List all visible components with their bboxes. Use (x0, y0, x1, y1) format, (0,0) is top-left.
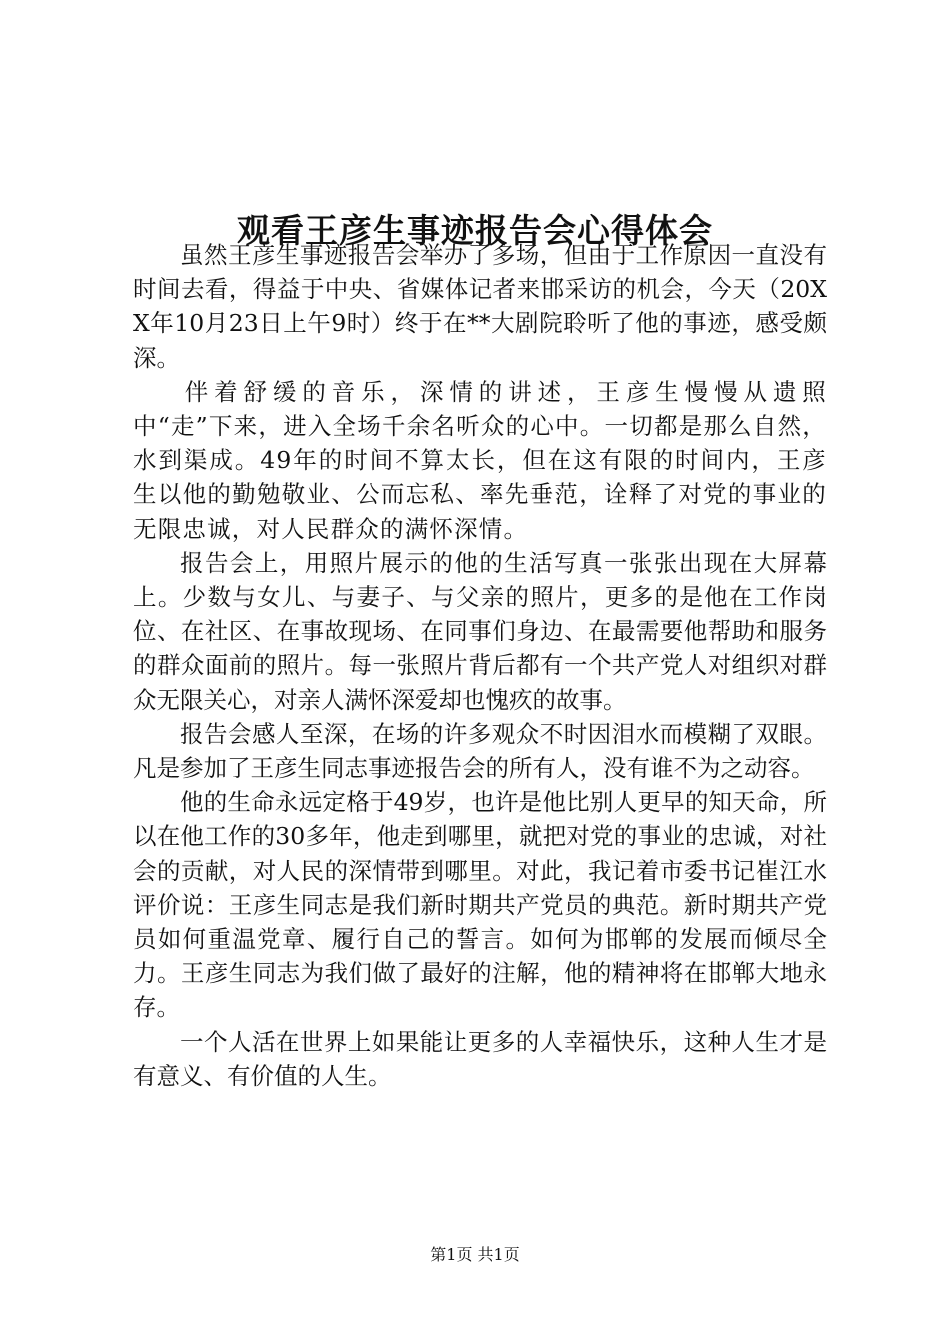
document-body (133, 238, 827, 1093)
paragraph-3: 报告会上，用照片展示的他的生活写真一张张出现在大屏幕上。少数与女儿、与妻子、与父亲的照片，更多的是他在工作岗位、在社区、在事故现场、在同事们身边、在最需要他帮助和服务的群众面前的照片。每一张照片背后都有一个共产党人对组织对群众无限关心，对亲人满怀深爱却也愧疚的故事。 (133, 548, 827, 714)
document-title: 观看王彦生事迹报告会心得体会 (237, 211, 713, 251)
paragraph-6: 一个人活在世界上如果能让更多的人幸福快乐，这种人生才是有意义、有价值的人生。 (133, 1027, 827, 1090)
paragraph-5: 他的生命永远定格于49岁，也许是他比别人更早的知天命，所以在他工作的30多年，他走到哪里，就把对党的事业的忠诚，对社会的贡献，对人民的深情带到哪里。对此，我记着市委书记崔江水评价说：王彦生同志是我们新时期共产党员的典范。新时期共产党员如何重温党章、履行自己的誓言。如何为邯郸的发展而倾尽全力。王彦生同志为我们做了最好的注解，他的精神将在邯郸大地永存。 (133, 788, 827, 1022)
paragraph-2: 伴着舒缓的音乐，深情的讲述，王彦生慢慢从遗照中“走”下来，进入全场千余名听众的心中。一切都是那么自然，水到渠成。49年的时间不算太长，但在这有限的时间内，王彦生以他的勤勉敬业、公而忘私、率先垂范，诠释了对党的事业的无限忠诚，对人民群众的满怀深情。 (133, 377, 827, 543)
paragraph-1: 虽然王彦生事迹报告会举办了多场，但由于工作原因一直没有时间去看，得益于中央、省媒体记者来邯采访的机会，今天（20XX年10月23日上午9时）终于在**大剧院聆听了他的事迹，感受颇深。 (133, 241, 827, 372)
page-number-footer: 第1页 共1页 (430, 1245, 520, 1264)
paragraph-4: 报告会感人至深，在场的许多观众不时因泪水而模糊了双眼。凡是参加了王彦生同志事迹报告会的所有人，没有谁不为之动容。 (133, 719, 827, 783)
